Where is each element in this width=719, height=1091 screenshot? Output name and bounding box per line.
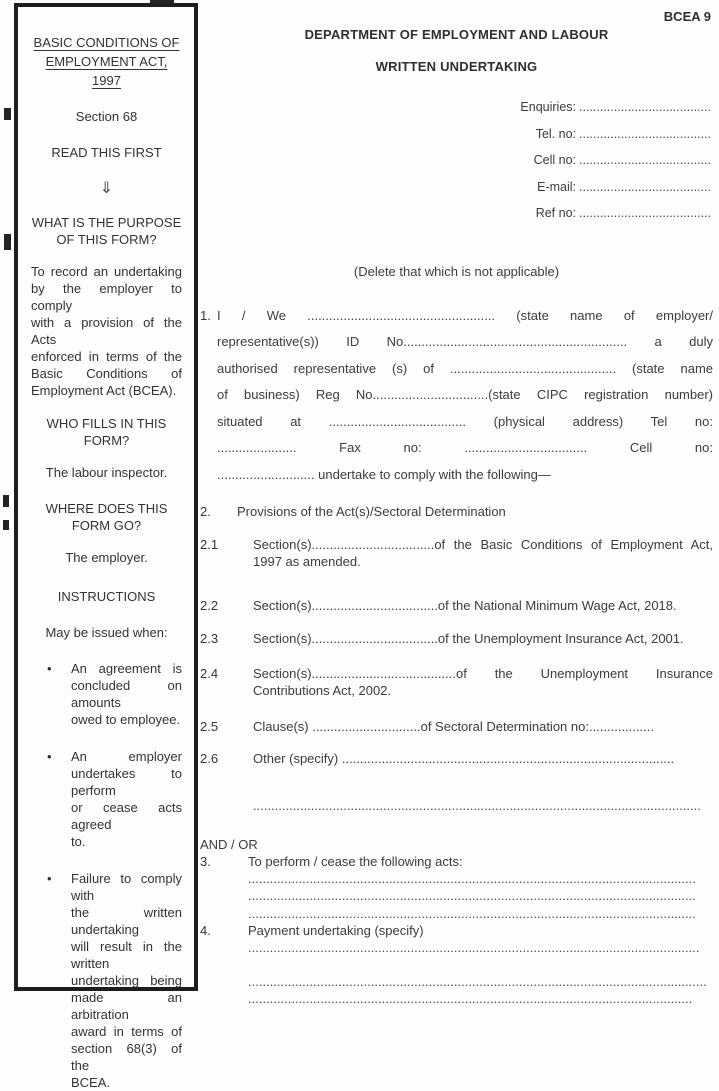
sidebar-instructions-box (14, 3, 198, 1090)
clause-2-3-text: Section(s)...................................of the Unemployment Insurance Act, 2001. (253, 631, 684, 646)
bullet-text: Failure to comply with the written undertaking will result in the written undertaking being made an arbitration award in terms of section 68(3) of the BCEA. (71, 871, 182, 1090)
read-this-first-label: READ THIS FIRST (51, 145, 162, 160)
clause-number: 2.6 (200, 751, 219, 766)
scan-artifact (4, 234, 11, 250)
clause-4 (200, 922, 713, 1008)
clause-3 (200, 853, 713, 923)
clause-number: 3. (200, 853, 211, 869)
contact-row-email (200, 174, 713, 201)
clause-2-2-text: Section(s)...................................of the National Minimum Wage Act, 2018. (253, 598, 677, 613)
dotted-fill-line: ............................................................................................................................. (248, 940, 700, 955)
clause-4-content (248, 922, 713, 1008)
clause-number: 2.3 (200, 631, 219, 646)
bullet-item-employer-undertakes (31, 748, 182, 850)
clause-number: 4. (200, 923, 211, 938)
clause-number: 2. (200, 504, 211, 519)
clause-number: 2.4 (200, 666, 219, 681)
clause-2-1-text: Section(s)..................................of the Basic Conditions of Employment Act, 1997 as amended. (253, 537, 713, 569)
dotted-field: ...................................... (579, 153, 711, 167)
clause-2-5-text: Clause(s) ..............................of Sectoral Determination no:.................. (253, 719, 654, 734)
clause-number: 2.1 (200, 537, 219, 552)
dotted-field: ...................................... (579, 206, 711, 220)
clause-3-content (248, 853, 713, 923)
who-fills-answer: The labour inspector. (45, 465, 168, 480)
and-or-label: AND / OR (200, 836, 258, 852)
clause-2-4-text: Section(s)........................................of the Unemployment Insurance Contributions Act, 2002. (253, 666, 713, 698)
sidebar-title (31, 33, 182, 90)
down-arrow-icon: ⇓ (99, 180, 114, 197)
department-title: DEPARTMENT OF EMPLOYMENT AND LABOUR (304, 27, 609, 42)
bullet-icon: • (47, 871, 52, 886)
clause-2-1 (200, 536, 713, 570)
section-68-label: Section 68 (75, 109, 138, 124)
bullet-item-failure-to-comply (31, 870, 182, 1091)
dotted-fill-line: ............................................................................................................................ (248, 888, 696, 903)
clause-2-text: Provisions of the Act(s)/Sectoral Determination (237, 504, 506, 519)
contact-row-cell (200, 147, 713, 174)
clause-2-6-text: Other (specify) ............................................................................................ (253, 751, 675, 766)
form-code: BCEA 9 (663, 9, 711, 24)
contact-row-tel (200, 121, 713, 148)
clause-1-text: I / We .................................................... (state name of employer/ representative(s)) ID No.............................................................. a duly authorised representative (s) of .............................................. (state name of business) Reg No................................(state CIPC registration number) situated at ...................................... (physical address) Tel no: ...................... Fax no: .................................. Cell no: ........................... undertake to comply with the following— (217, 307, 713, 482)
purpose-paragraph: To record an undertaking by the employer to comply with a provision of the Acts enforced in terms of the Basic Conditions of Employment Act (BCEA). (31, 264, 182, 398)
clause-2 (200, 503, 713, 520)
clause-4-label: Payment undertaking (specify) (248, 923, 424, 938)
sidebar-title-line: BASIC CONDITIONS OF (33, 35, 180, 50)
clause-1 (200, 303, 713, 489)
clause-2-3 (200, 630, 713, 647)
form-body (200, 0, 713, 1008)
where-goes-answer: The employer. (65, 550, 148, 565)
dotted-fill-line: ............................................................................................................................ (248, 905, 696, 921)
ref-label: Ref no: (535, 206, 577, 220)
purpose-heading: WHAT IS THE PURPOSE OF THIS FORM? (31, 215, 182, 247)
dotted-field: ...................................... (579, 179, 711, 194)
bullet-item-agreement (31, 660, 182, 728)
contact-row-enquiries (200, 94, 713, 121)
bullet-icon: • (47, 661, 52, 676)
email-label: E-mail: (537, 179, 577, 194)
issued-when-label: May be issued when: (45, 625, 168, 640)
where-goes-heading: WHERE DOES THIS FORM GO? (45, 501, 168, 533)
clause-2-6 (200, 750, 713, 767)
contact-fields (200, 94, 713, 227)
who-fills-heading: WHO FILLS IN THIS FORM? (46, 416, 167, 448)
bullet-icon: • (47, 749, 52, 764)
dotted-fill-line: ............................................................................................................................ (248, 870, 696, 886)
scan-artifact (4, 108, 11, 120)
dotted-fill-line: ............................................................................................................................ (253, 798, 701, 813)
clause-2-2 (200, 597, 713, 614)
cell-label: Cell no: (533, 153, 577, 167)
sidebar-title-line: EMPLOYMENT ACT, 1997 (45, 54, 168, 88)
instructions-heading: INSTRUCTIONS (57, 589, 156, 604)
bullet-text: An agreement is concluded on amounts owed to employee. (71, 661, 182, 727)
tel-label: Tel. no: (535, 126, 577, 141)
clause-number: 1. (200, 307, 211, 323)
bullet-text: An employer undertakes to perform or cease acts agreed to. (71, 749, 182, 849)
clause-3-label: To perform / cease the following acts: (248, 853, 463, 869)
form-title: WRITTEN UNDERTAKING (375, 59, 538, 74)
clause-number: 2.5 (200, 719, 219, 734)
clause-2-5 (200, 718, 713, 735)
clause-2-4 (200, 665, 713, 699)
dotted-field: ...................................... (579, 100, 711, 114)
enquiries-label: Enquiries: (520, 100, 577, 114)
delete-not-applicable-note: (Delete that which is not applicable) (353, 263, 560, 279)
scan-artifact (3, 495, 9, 507)
dotted-field: ...................................... (579, 126, 711, 141)
scan-artifact (3, 520, 9, 530)
clause-number: 2.2 (200, 598, 219, 613)
dotted-fill-line: ............................................................................................................................... (248, 973, 707, 989)
dotted-fill-line: ........................................................................................................................... (248, 991, 693, 1006)
blank-space (248, 957, 713, 973)
contact-row-ref (200, 200, 713, 227)
